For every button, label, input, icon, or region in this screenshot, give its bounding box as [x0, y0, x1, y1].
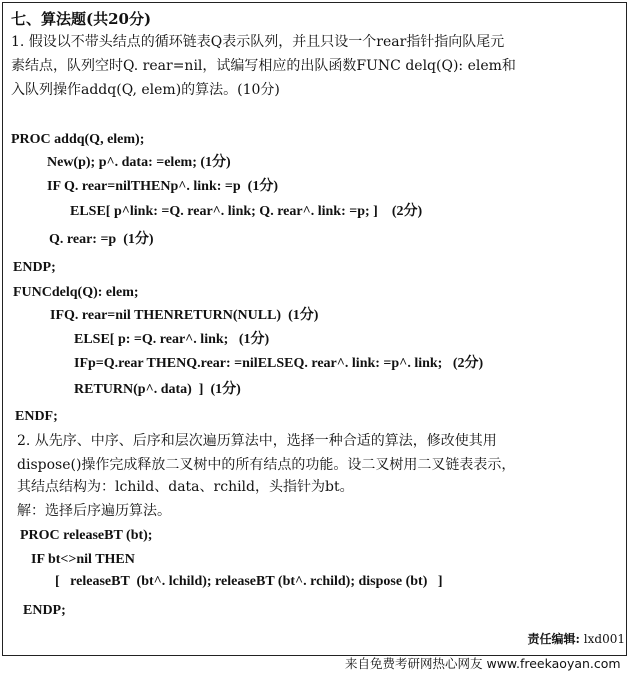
q1-text-line-2: 素结点，队列空时Q. rear=nil，试编写相应的出队函数FUNC delq(Q): elem和	[11, 58, 516, 74]
editor-credit	[528, 630, 625, 647]
editor-label: 责任编辑:	[527, 632, 580, 646]
addq-line-2: IF Q. rear=nilTHENp^. link: =p (1分)	[47, 179, 278, 194]
delq-end: ENDF;	[15, 409, 58, 424]
source-watermark: 来自免费考研网热心网友 www.freekaoyan.com	[345, 656, 621, 671]
releasebt-line-2: [ releaseBT (bt^. lchild); releaseBT (bt^. rchild); dispose (bt) ]	[55, 574, 443, 589]
releasebt-header: PROC releaseBT (bt);	[20, 528, 153, 543]
addq-end: ENDP;	[13, 260, 56, 275]
delq-line-2: ELSE[ p: =Q. rear^. link; (1分)	[74, 332, 270, 347]
delq-line-4: RETURN(p^. data) ] (1分)	[74, 382, 241, 397]
q2-text-line-1: 2. 从先序、中序、后序和层次遍历算法中，选择一种合适的算法，修改使其用	[17, 433, 497, 449]
q2-text-line-3: 其结点结构为：lchild、data、rchild，头指针为bt。	[17, 479, 354, 495]
q2-answer: 解：选择后序遍历算法。	[17, 503, 171, 519]
delq-header: FUNCdelq(Q): elem;	[13, 285, 139, 300]
section-title: 七、算法题(共20分)	[11, 10, 152, 28]
q2-text-line-2: dispose()操作完成释放二叉树中的所有结点的功能。设二叉树用二叉链表表示，	[17, 457, 516, 473]
addq-line-4: Q. rear: =p (1分)	[49, 232, 154, 247]
delq-line-3: IFp=Q.rear THENQ.rear: =nilELSEQ. rear^. link: =p^. link; (2分)	[74, 356, 484, 371]
editor-name: lxd001	[579, 632, 625, 646]
delq-line-1: IFQ. rear=nil THENRETURN(NULL) (1分)	[50, 308, 319, 323]
releasebt-line-1: IF bt<>nil THEN	[31, 552, 135, 567]
addq-line-1: New(p); p^. data: =elem; (1分)	[47, 155, 231, 170]
addq-line-3: ELSE[ p^link: =Q. rear^. link; Q. rear^. link: =p; ] (2分)	[70, 204, 423, 219]
q1-text-line-3: 入队列操作addq(Q, elem)的算法。(10分)	[11, 82, 280, 98]
addq-header: PROC addq(Q, elem);	[11, 132, 145, 147]
q1-text-line-1: 1. 假设以不带头结点的循环链表Q表示队列，并且只设一个rear指针指向队尾元	[11, 34, 505, 50]
releasebt-end: ENDP;	[23, 603, 66, 618]
